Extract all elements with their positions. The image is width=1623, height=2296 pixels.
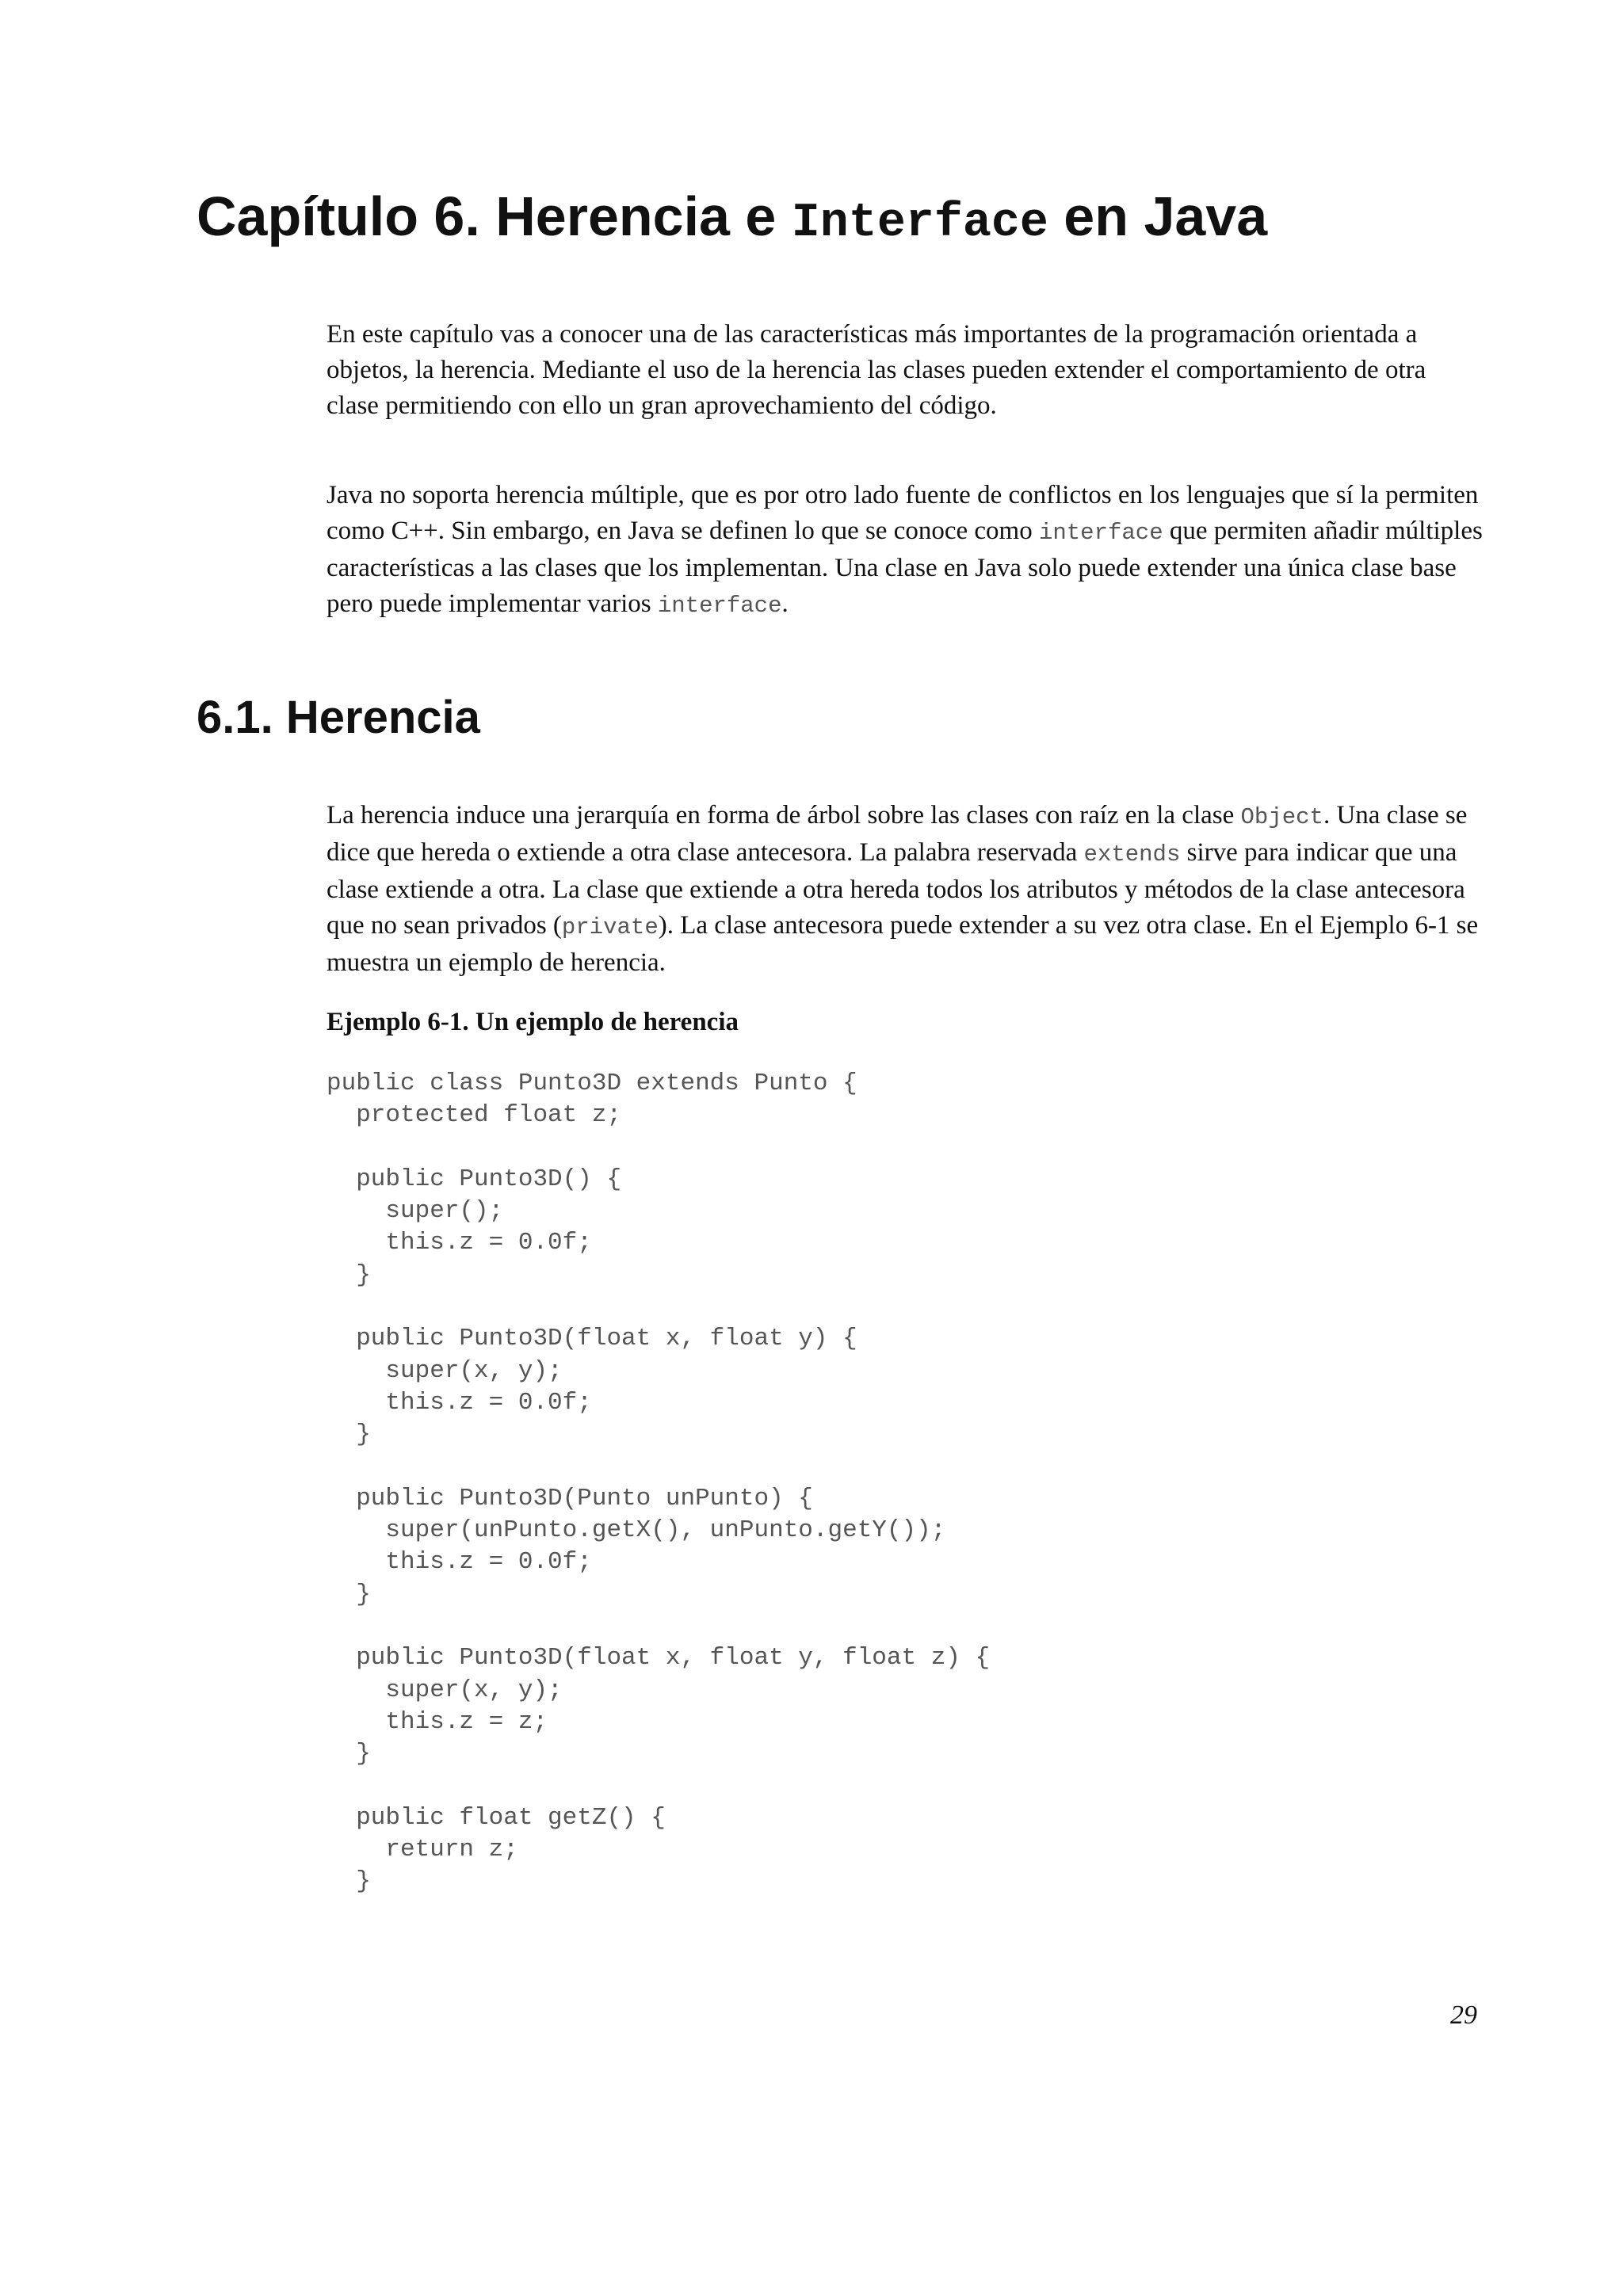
intro-paragraph-1: En este capítulo vas a conocer una de las características más importantes de la programación orientada a objetos, la herencia. Mediante el uso de la herencia las clases pueden extender el comportamiento de otra clase permitiendo con ello un gran aprovechamiento del código. (327, 320, 1426, 420)
section-p1-text-d: ). La clase antecesora puede extender a su vez otra clase. En el Ejemplo 6-1 se muestra un ejemplo de herencia. (327, 911, 1479, 977)
inline-code-object: Object (1240, 804, 1323, 830)
intro-p2-text-c: . (781, 589, 789, 618)
example-title: Ejemplo 6-1. Un ejemplo de herencia (327, 1008, 739, 1036)
inline-code-interface: interface (657, 593, 782, 619)
section-p1-text-b: . Una clase se dice que hereda o extiende a otra clase antecesora. La palabra reservada (327, 801, 1468, 867)
chapter-title (197, 181, 1267, 259)
section-title: 6.1. Herencia (197, 692, 480, 743)
chapter-title-code: Interface (791, 196, 1048, 250)
inline-code-private: private (561, 914, 659, 940)
inline-code-interface: interface (1038, 520, 1163, 546)
chapter-title-suffix: en Java (1048, 185, 1268, 247)
inline-code-extends: extends (1083, 841, 1181, 868)
section-p1-text-a: La herencia induce una jerarquía en forma de árbol sobre las clases con raíz en la clase (327, 801, 1241, 830)
section-paragraph-1 (327, 798, 1484, 981)
section-p1-text-c: sirve para indicar que una clase extiende a otra. La clase que extiende a otra hereda todos los atributos y métodos de la clase antecesora que no sean privados ( (327, 838, 1465, 940)
intro-p2-text-b: que permiten añadir múltiples características a las clases que los implementan. Una clase en Java solo puede extender una única clase base pero puede implementar varios (327, 517, 1483, 618)
intro-paragraph-2 (327, 478, 1484, 624)
intro-p2-text-a: Java no soporta herencia múltiple, que es por otro lado fuente de conflictos en los lenguajes que sí la permiten como C++. Sin embargo, en Java se definen lo que se conoce como (327, 481, 1479, 545)
chapter-title-prefix: Capítulo 6. Herencia e (197, 185, 792, 247)
page-number: 29 (1450, 2000, 1477, 2030)
code-listing: public class Punto3D extends Punto { protected float z; public Punto3D() { super(); this.z = 0.0f; } public Punto3D(float x, float y) { super(x, y); this.z = 0.0f; } public Punto3D(Punto unPunto) { super(unPunto.getX(), unPunto.getY()); this.z = 0.0f; } public Punto3D(float x, float y, float z) { super(x, y); this.z = z; } public float getZ() { return z; } (327, 1070, 991, 1896)
